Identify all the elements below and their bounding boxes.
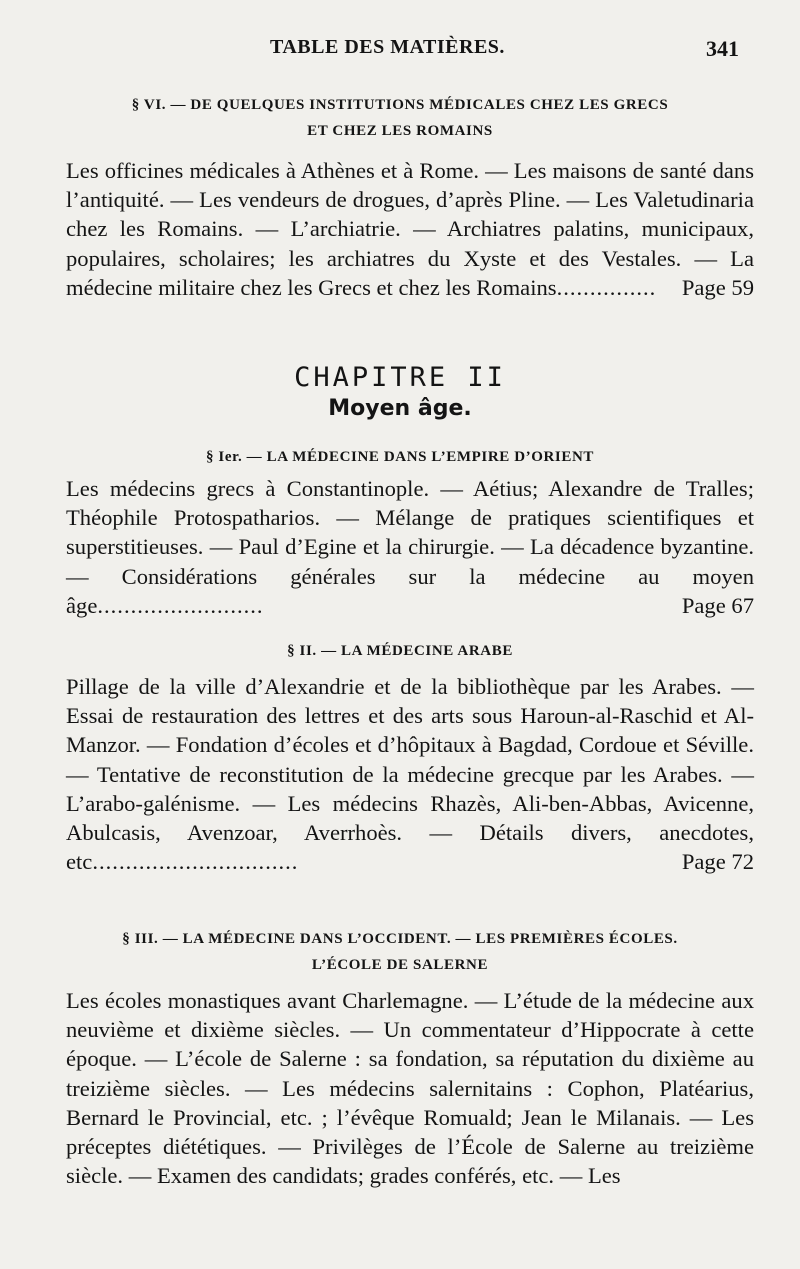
running-title: TABLE DES MATIÈRES. — [270, 36, 505, 58]
chapter-title: CHAPITRE II — [294, 362, 506, 393]
section-heading-i — [40, 444, 760, 470]
section-heading-ii — [40, 638, 760, 664]
section-heading-line1: § VI. — DE QUELQUES INSTITUTIONS MÉDICALES CHEZ LES GRECS — [131, 97, 669, 113]
section-body: Les officines médicales à Athènes et à Rome. — Les maisons de santé dans l’antiquité. — Les vendeurs de drogues, d’après Pline. — Les Valetudinaria chez les Romains. — L’archiatrie. — Archiatres palatins, municipaux, populaires, scholaires; les archiatres du Xyste et des Vestales. — La médecine militaire chez les Grecs et chez les Romains — [66, 158, 754, 300]
page-reference: Page 72 — [681, 849, 754, 875]
section-body: Les écoles monastiques avant Charlemagne. — L’étude de la médecine aux neuvième et dixième siècles. — Un commentateur d’Hippocrate à cette époque. — L’école de Salerne : sa fondation, sa réputation du dixième au treizième siècles. — Les médecins salernitains : Cophon, Platéarius, Bernard le Provincial, etc. ; l’évêque Romuald; Jean le Milanais. — Les préceptes diététiques. — Privilèges de l’École de Salerne au treizième siècle. — Examen des candidats; grades conférés, etc. — Les — [66, 988, 754, 1189]
section-heading-iii — [40, 926, 760, 978]
section-heading-line1: § III. — LA MÉDECINE DANS L’OCCIDENT. — LES PREMIÈRES ÉCOLES. — [122, 931, 678, 947]
chapter-subtitle: Moyen âge. — [328, 396, 472, 421]
section-heading-line2: L’ÉCOLE DE SALERNE — [311, 957, 489, 973]
dot-leader: ............................... — [92, 849, 299, 875]
page-header — [0, 36, 800, 76]
section-text-vi — [46, 156, 754, 302]
section-heading-line: § II. — LA MÉDECINE ARABE — [287, 643, 513, 659]
section-text-ii — [46, 672, 754, 876]
section-body: Pillage de la ville d’Alexandrie et de la bibliothèque par les Arabes. — Essai de restauration des lettres et des arts sous Haroun-al-Raschid et Al-Manzor. — Fondation d’écoles et d’hôpitaux à Bagdad, Cordoue et Séville. — Tentative de reconstitution de la médecine grecque par les Arabes. — L’arabo-galénisme. — Les médecins Rhazès, Ali-ben-Abbas, Avicenne, Abulcasis, Avenzoar, Averrhoès. — Détails divers, anecdotes, etc — [66, 674, 754, 875]
dot-leader: ......................... — [97, 592, 264, 618]
section-body: Les médecins grecs à Constantinople. — Aétius; Alexandre de Tralles; Théophile Protospatharios. — Mélange de pratiques scientifiques et superstitieuses. — Paul d’Egine et la chirurgie. — La décadence byzantine. — Considérations générales sur la médecine au moyen âge — [66, 476, 754, 618]
section-heading-line2: ET CHEZ LES ROMAINS — [307, 123, 493, 139]
section-heading-vi — [40, 92, 760, 144]
section-text-iii — [46, 986, 754, 1190]
section-text-i — [46, 474, 754, 620]
page-reference: Page 59 — [681, 274, 754, 300]
dot-leader: ............... — [556, 274, 657, 300]
page-number: 341 — [706, 36, 739, 61]
page-reference: Page 67 — [681, 592, 754, 618]
section-heading-line: § Ier. — LA MÉDECINE DANS L’EMPIRE D’ORIENT — [205, 449, 595, 465]
